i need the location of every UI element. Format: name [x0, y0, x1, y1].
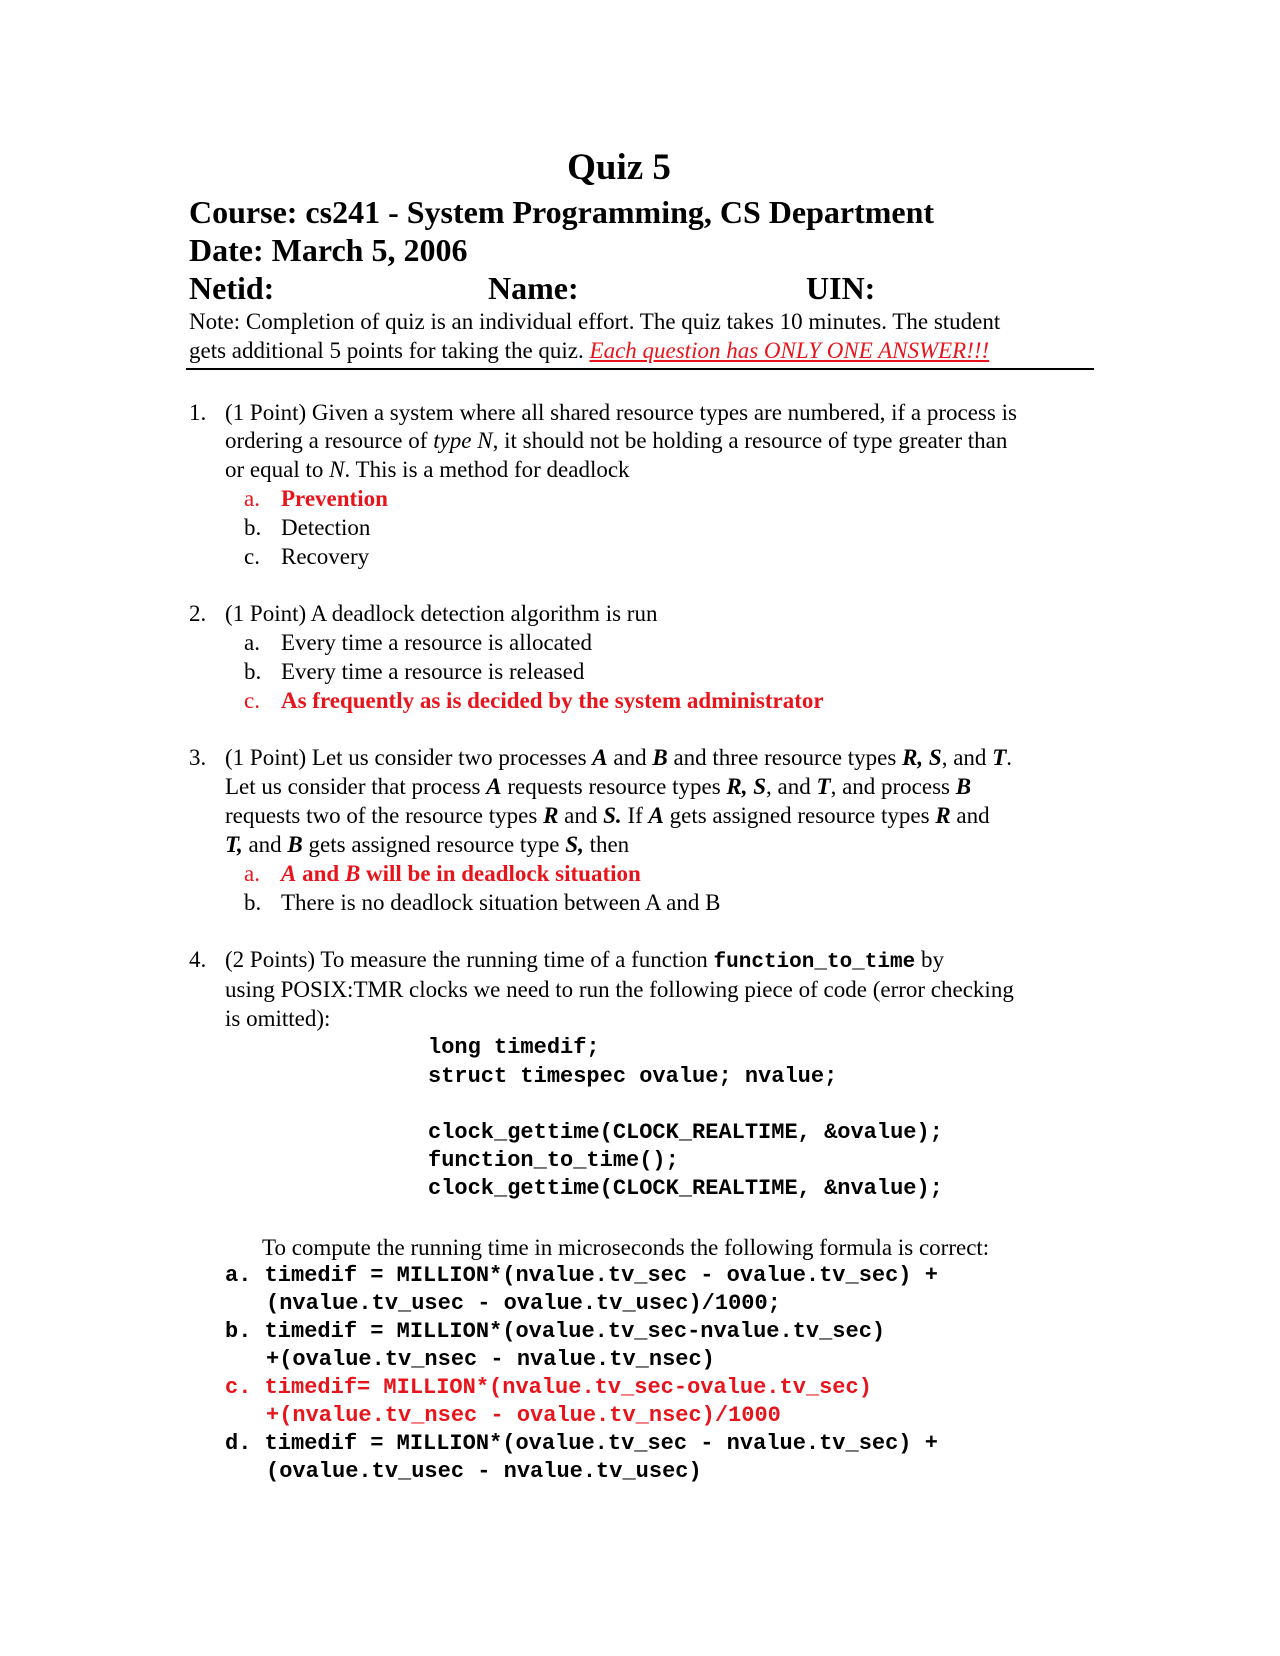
- page-title: Quiz 5: [567, 147, 671, 188]
- code-line: long timedif;: [428, 1035, 600, 1060]
- q2-option-c-answer: As frequently as is decided by the system administrator: [281, 688, 824, 713]
- q4-line-3: is omitted):: [225, 1006, 331, 1031]
- uin-label: UIN:: [806, 270, 876, 306]
- q1-option-c: Recovery: [281, 544, 370, 569]
- note-warning: Each question has ONLY ONE ANSWER!!!: [589, 338, 990, 363]
- q3-line-4: T, and B gets assigned resource type S, then: [225, 832, 630, 857]
- formula-c-answer-line-2: +(nvalue.tv_nsec - ovalue.tv_nsec)/1000: [266, 1403, 781, 1428]
- q1-option-a-letter: a.: [244, 486, 260, 511]
- q3-option-a-letter: a.: [244, 861, 260, 886]
- note-line-2: [189, 338, 989, 364]
- q3-option-b-letter: b.: [244, 890, 262, 915]
- q2-option-c-letter: c.: [244, 688, 260, 713]
- formula-c-answer-line-1: c. timedif= MILLION*(nvalue.tv_sec-ovalue.tv_sec): [225, 1375, 872, 1400]
- note-text: gets additional 5 points for taking the quiz.: [189, 338, 590, 363]
- code-line: struct timespec ovalue; nvalue;: [428, 1064, 838, 1089]
- q3-line-2: Let us consider that process A requests resource types R, S, and T, and process B: [225, 774, 972, 799]
- q2-number: 2.: [189, 601, 207, 626]
- code-line: function_to_time();: [428, 1148, 679, 1173]
- q2-option-a-letter: a.: [244, 630, 260, 655]
- q2-option-b-letter: b.: [244, 659, 262, 684]
- date-line: Date: March 5, 2006: [189, 232, 468, 268]
- code-line: clock_gettime(CLOCK_REALTIME, &nvalue);: [428, 1176, 943, 1201]
- q3-line-3: requests two of the resource types R and S. If A gets assigned resource types R and: [225, 803, 990, 828]
- formula-b-line-2: +(ovalue.tv_nsec - nvalue.tv_nsec): [266, 1347, 715, 1372]
- q4-prompt: To compute the running time in microseconds the following formula is correct:: [262, 1235, 990, 1260]
- q1-line-3: or equal to N. This is a method for deadlock: [225, 457, 630, 482]
- formula-a-line-1: a. timedif = MILLION*(nvalue.tv_sec - ovalue.tv_sec) +: [225, 1263, 938, 1288]
- q3-option-b: There is no deadlock situation between A and B: [281, 890, 721, 915]
- q1-option-b-letter: b.: [244, 515, 262, 540]
- code-line: clock_gettime(CLOCK_REALTIME, &ovalue);: [428, 1120, 943, 1145]
- q1-option-a-answer: Prevention: [281, 486, 388, 511]
- function-name: function_to_time: [713, 951, 916, 974]
- header-divider: [186, 368, 1094, 370]
- formula-d-line-2: (ovalue.tv_usec - nvalue.tv_usec): [266, 1459, 702, 1484]
- q1-option-c-letter: c.: [244, 544, 260, 569]
- name-label: Name:: [488, 270, 579, 306]
- q3-option-a-answer: A and B will be in deadlock situation: [281, 861, 641, 886]
- q3-line-1: (1 Point) Let us consider two processes A and B and three resource types R, S, and T.: [225, 745, 1012, 770]
- formula-a-line-2: (nvalue.tv_usec - ovalue.tv_usec)/1000;: [266, 1291, 781, 1316]
- note-line-1: Note: Completion of quiz is an individual effort. The quiz takes 10 minutes. The student: [189, 309, 1001, 334]
- q1-number: 1.: [189, 400, 207, 425]
- course-line: Course: cs241 - System Programming, CS Department: [189, 194, 935, 230]
- q3-number: 3.: [189, 745, 207, 770]
- formula-b-line-1: b. timedif = MILLION*(ovalue.tv_sec-nvalue.tv_sec): [225, 1319, 886, 1344]
- q1-line-2: ordering a resource of type N, it should not be holding a resource of type greater than: [225, 428, 1008, 453]
- q2-option-a: Every time a resource is allocated: [281, 630, 592, 655]
- q4-line-1: (2 Points) To measure the running time of a function function_to_time by: [225, 947, 944, 974]
- netid-label: Netid:: [189, 270, 275, 306]
- q4-line-2: using POSIX:TMR clocks we need to run the following piece of code (error checking: [225, 977, 1014, 1002]
- formula-d-line-1: d. timedif = MILLION*(ovalue.tv_sec - nvalue.tv_sec) +: [225, 1431, 938, 1456]
- q2-option-b: Every time a resource is released: [281, 659, 585, 684]
- q4-number: 4.: [189, 947, 207, 972]
- q1-option-b: Detection: [281, 515, 371, 540]
- q1-line-1: (1 Point) Given a system where all shared resource types are numbered, if a process is: [225, 400, 1017, 425]
- q2-line-1: (1 Point) A deadlock detection algorithm is run: [225, 601, 658, 626]
